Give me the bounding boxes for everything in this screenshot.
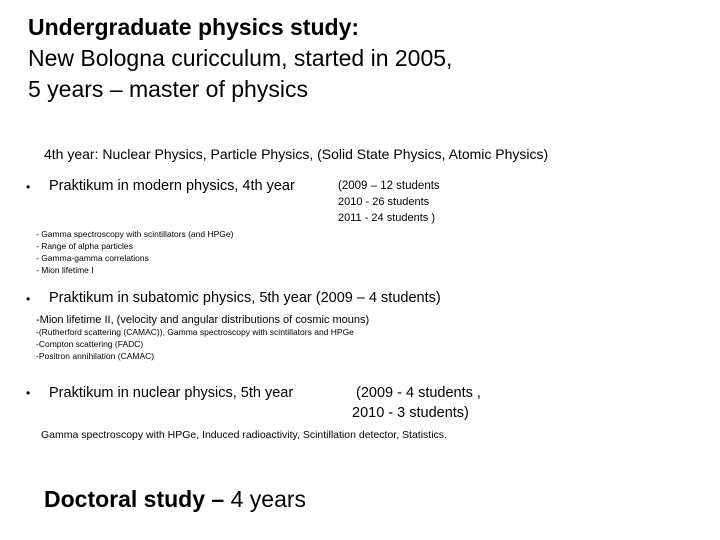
section3-topics: Gamma spectroscopy with HPGe, Induced radioactivity, Scintillation detector, Statistics. [41, 429, 447, 441]
title-line-3: 5 years – master of physics [28, 76, 308, 102]
list-item: - Mion lifetime I [36, 265, 94, 275]
section3-students-2009: (2009 - 4 students , [356, 385, 481, 401]
title-line-2: New Bologna curicculum, started in 2005, [28, 45, 453, 71]
doctoral-study-label: Doctoral study – [44, 486, 225, 512]
list-item: -Mion lifetime II, (velocity and angular distributions of cosmic mouns) [36, 314, 370, 326]
section2-experiment-list [36, 314, 369, 362]
list-item: - Gamma spectroscopy with scintillators (and HPGe) [36, 229, 234, 239]
title-line-1: Undergraduate physics study: [28, 14, 360, 40]
section1-students-2009: (2009 – 12 students [338, 180, 440, 192]
section3-heading: Praktikum in nuclear physics, 5th year [49, 385, 294, 401]
list-item: -(Rutherford scattering (CAMAC)), Gamma spectroscopy with scintillators and HPGe [36, 327, 354, 337]
doctoral-study-duration: 4 years [224, 486, 307, 512]
doctoral-study-line [44, 486, 306, 513]
section2-heading: Praktikum in subatomic physics, 5th year (2009 – 4 students) [49, 290, 441, 306]
bullet-icon: • [26, 386, 31, 400]
section1-students-2011: 2011 - 24 students ) [338, 212, 436, 224]
section1-heading: Praktikum in modern physics, 4th year [49, 178, 295, 194]
bullet-icon: • [26, 292, 31, 306]
list-item: - Gamma-gamma correlations [36, 253, 149, 263]
section1-students-2010: 2010 - 26 students [338, 196, 430, 208]
list-item: -Compton scattering (FADC) [36, 339, 144, 349]
section1-experiment-list [36, 228, 233, 276]
section3-students-2010: 2010 - 3 students) [352, 405, 469, 421]
list-item: - Range of alpha particles [36, 241, 133, 251]
bullet-icon: • [26, 180, 31, 194]
fourth-year-courses: 4th year: Nuclear Physics, Particle Physics, (Solid State Physics, Atomic Physics) [44, 146, 549, 162]
list-item: -Positron annihilation (CAMAC) [36, 351, 155, 361]
slide-title [28, 12, 452, 105]
